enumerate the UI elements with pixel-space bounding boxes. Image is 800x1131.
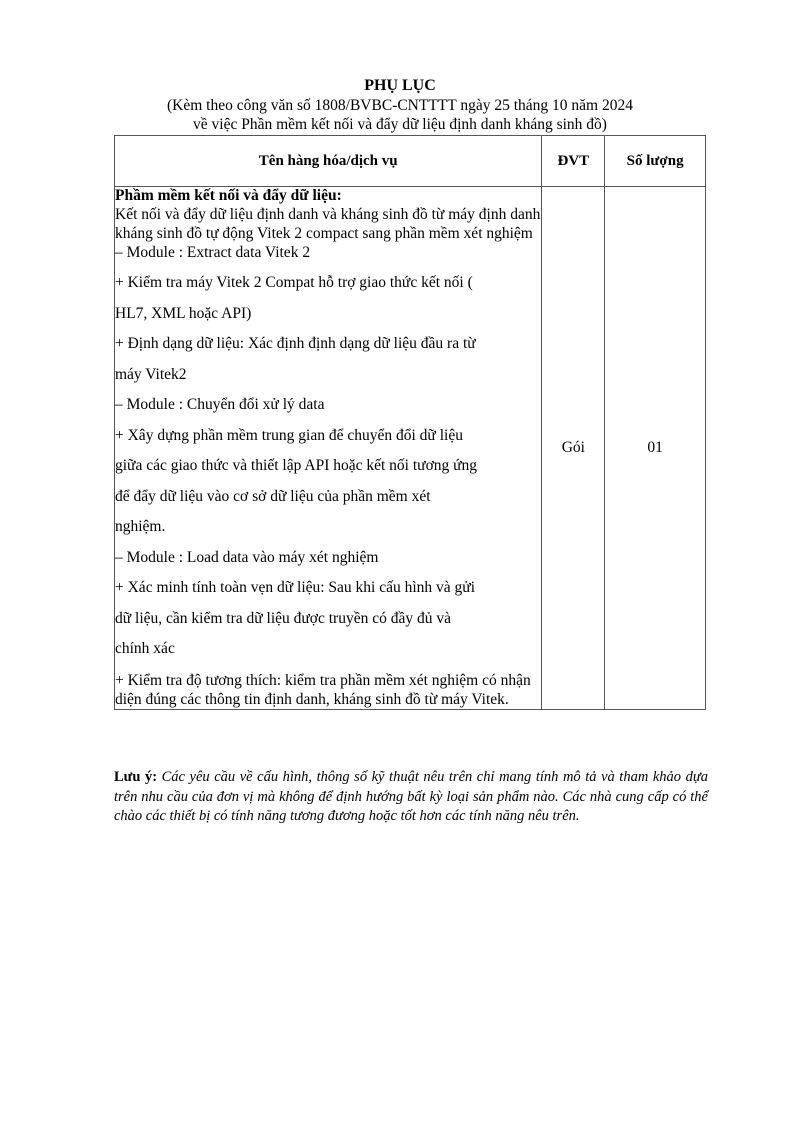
table-header-row — [115, 136, 706, 187]
page-title: PHỤ LỤC — [364, 77, 436, 94]
footnote — [114, 768, 708, 827]
item-last: + Kiểm tra độ tương thích: kiểm tra phần mềm xét nghiệm có nhận diện đúng các thông tin định danh, kháng sinh đồ từ máy Vitek. — [115, 671, 531, 708]
item-line: + Xây dựng phần mềm trung gian để chuyển đổi dữ liệu — [115, 426, 463, 444]
item-line: giữa các giao thức và thiết lập API hoặc kết nối tương ứng — [115, 457, 478, 474]
item-line: + Xác minh tính toàn vẹn dữ liệu: Sau khi cấu hình và gửi — [115, 579, 476, 596]
item-heading: Phầm mềm kết nối và đẩy dữ liệu: — [115, 187, 342, 204]
unit-cell: Gói — [542, 187, 605, 710]
table-row — [115, 187, 706, 710]
item-line: dữ liệu, cần kiểm tra dữ liệu được truyền có đầy đủ và — [115, 609, 451, 627]
item-line: – Module : Load data vào máy xét nghiệm — [115, 548, 379, 566]
quantity-cell: 01 — [605, 187, 706, 710]
item-line: để đẩy dữ liệu vào cơ sở dữ liệu của phần mềm xét — [115, 487, 431, 505]
header-unit: ĐVT — [542, 136, 605, 187]
subtitle-line-1: (Kèm theo công văn số 1808/BVBC-CNTTTT ngày 25 tháng 10 năm 2024 — [167, 97, 633, 114]
header-goods-name: Tên hàng hóa/dịch vụ — [115, 136, 542, 187]
note-label: Lưu ý: — [114, 769, 158, 785]
item-intro: Kết nối và đẩy dữ liệu định danh và kháng sinh đồ từ máy định danh kháng sinh đồ tự động Vitek 2 compact sang phần mềm xét nghiệm — [115, 206, 541, 242]
item-line: – Module : Chuyển đổi xử lý data — [115, 396, 325, 413]
header-quantity: Số lượng — [605, 136, 706, 187]
item-line: máy Vitek2 — [115, 365, 187, 383]
document-header — [0, 76, 800, 134]
item-line: nghiệm. — [115, 518, 166, 535]
item-line: + Định dạng dữ liệu: Xác định định dạng dữ liệu đầu ra từ — [115, 335, 476, 352]
item-line: HL7, XML hoặc API) — [115, 304, 252, 322]
subtitle-line-2: về việc Phần mềm kết nối và đẩy dữ liệu định danh kháng sinh đồ) — [193, 116, 607, 133]
item-line: chính xác — [115, 640, 175, 657]
goods-table — [114, 135, 706, 710]
item-line: – Module : Extract data Vitek 2 — [115, 244, 311, 261]
note-text: Các yêu cầu về cấu hình, thông số kỹ thuật nêu trên chỉ mang tính mô tả và tham khảo dựa trên nhu cầu của đơn vị mà không để định hướng bất kỳ loại sản phẩm nào. Các nhà cung cấp có thể chào các thiết bị có tính năng tương đương hoặc tốt hơn các tính năng nêu trên. — [114, 769, 709, 824]
goods-description-cell — [115, 187, 542, 710]
item-line: + Kiểm tra máy Vitek 2 Compat hỗ trợ giao thức kết nối ( — [115, 274, 473, 291]
